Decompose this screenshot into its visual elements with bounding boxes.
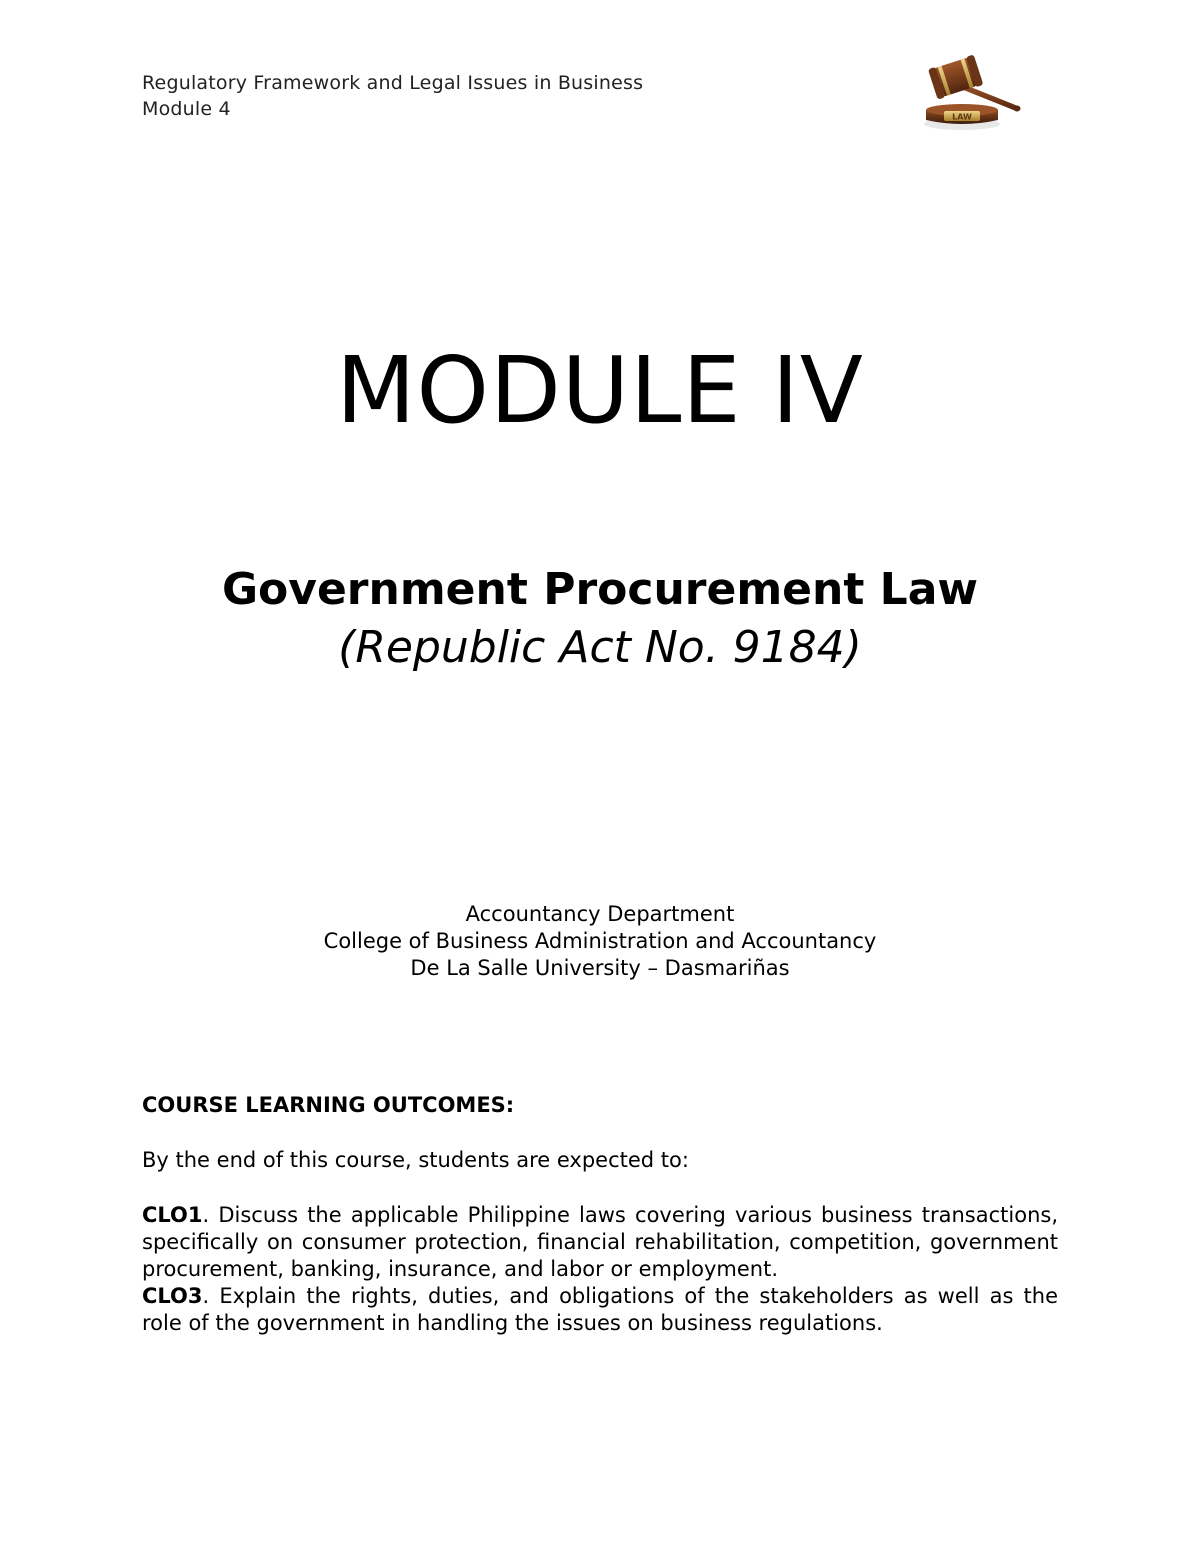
department-block: [0, 901, 1200, 982]
clo-item: [142, 1283, 1058, 1337]
clo-code: CLO1: [142, 1203, 203, 1227]
college-name: College of Business Administration and Accountancy: [323, 929, 877, 953]
logo-law-text: LAW: [952, 112, 972, 122]
clo-text: . Discuss the applicable Philippine laws covering various business transactions, specifically on consumer protection, financial rehabilitation, competition, government procurement, banking, insurance, and labor or employment.: [142, 1203, 1058, 1281]
clo-heading: COURSE LEARNING OUTCOMES:: [142, 1093, 515, 1117]
clo-intro: By the end of this course, students are expected to:: [142, 1148, 689, 1172]
course-learning-outcomes: [142, 1092, 1058, 1337]
law-subtitle: (Republic Act No. 9184): [338, 622, 862, 673]
header-module-label: Module 4: [142, 98, 231, 120]
gavel-icon: [918, 48, 1024, 132]
header-course-title: Regulatory Framework and Legal Issues in Business: [142, 72, 644, 94]
law-title: Government Procurement Law: [221, 564, 979, 615]
module-title: MODULE IV: [336, 337, 864, 444]
department-name: Accountancy Department: [465, 902, 735, 926]
clo-item: [142, 1202, 1058, 1283]
university-name: De La Salle University – Dasmariñas: [410, 956, 790, 980]
clo-code: CLO3: [142, 1284, 203, 1308]
running-header: [142, 70, 643, 122]
clo-text: . Explain the rights, duties, and obligations of the stakeholders as well as the role of the government in handling the issues on business regulations.: [142, 1284, 1058, 1335]
